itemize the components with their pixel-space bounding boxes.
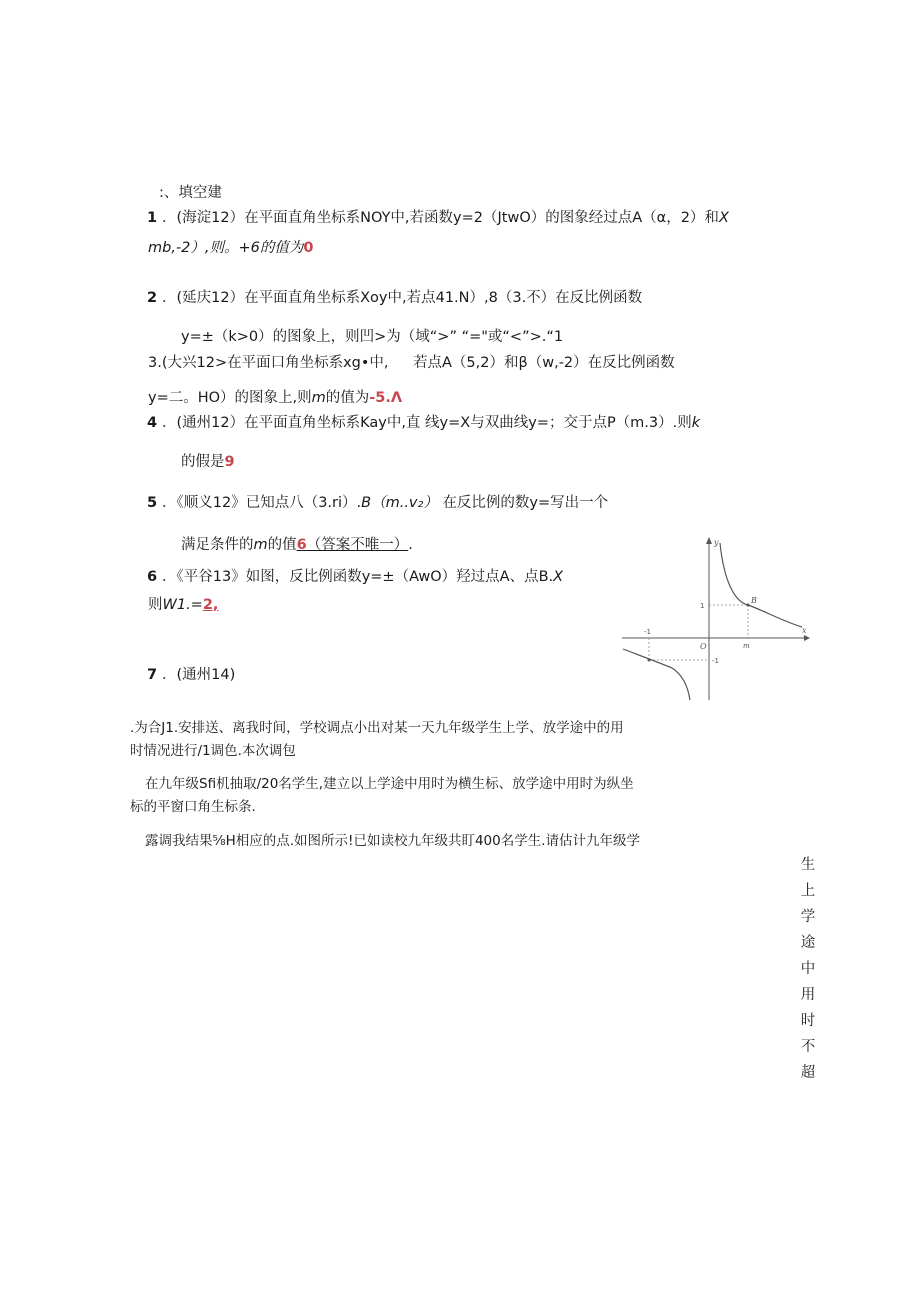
- q7-text: ．(通州14): [162, 667, 236, 683]
- vertical-char: 中: [800, 961, 816, 977]
- q6-line2: [148, 595, 218, 615]
- q7-number: 7: [147, 667, 158, 683]
- q4-text-main: ．(通州12）在平面直角坐标系Kay中,直 线y=X与双曲线y=；交于点P（m.3）.则: [162, 415, 692, 431]
- point-b: [747, 604, 750, 607]
- q3-line1b: 若点A（5,2）和β（w,-2）在反比例函数: [413, 355, 675, 371]
- q4-number: 4: [147, 415, 158, 431]
- q3-answer: -5.Λ: [369, 390, 403, 406]
- q5-number: 5: [147, 495, 158, 511]
- q3-m: m: [311, 390, 326, 406]
- y-axis-label: y: [714, 538, 719, 547]
- q5-answer: 6: [296, 537, 307, 553]
- vertical-char: 途: [800, 935, 816, 951]
- q4-answer: 9: [224, 454, 235, 470]
- vertical-char: 上: [800, 883, 816, 899]
- q1-number: 1: [147, 210, 158, 226]
- para2-line2: 标的平窗口角生标条.: [130, 799, 256, 815]
- q4-line2-text: 的假是: [181, 454, 225, 470]
- q5-text-tail: 在反比例的数y=写出一个: [442, 495, 609, 511]
- hyperbola-branch-q1: [720, 543, 802, 627]
- q5-line2-c: （答案不唯一）: [306, 537, 409, 553]
- origin-label: O: [700, 642, 707, 651]
- q4-line2: [181, 452, 235, 472]
- q6-number: 6: [147, 569, 158, 585]
- tick-y-label: 1: [700, 602, 705, 610]
- q1-answer: 0: [303, 240, 314, 256]
- point-b-label: B: [751, 596, 757, 605]
- q1-text-main: ．(海淀12）在平面直角坐标系NOY中,若函数y=2（JtwO）的图象经过点A（α，2）和: [162, 210, 719, 226]
- tick-x-label: m: [743, 642, 750, 650]
- tick-neg-label: -1: [644, 628, 651, 636]
- q5-line2: [181, 535, 413, 555]
- q5-line2-b: 的值: [267, 537, 297, 553]
- para3: 露调我结果⅝H相应的点.如图所示!已如读校九年级共盯400名学生.请估计九年级学: [145, 833, 640, 849]
- para2-line1: 在九年级Sfi机抽取/20名学生,建立以上学途中用时为横生标、放学途中用时为纵坐: [145, 776, 634, 792]
- q1-line2: [148, 238, 313, 258]
- vertical-char: 不: [800, 1039, 816, 1055]
- q3-line2-text: y=二。HO）的图象上,则: [148, 390, 312, 406]
- q5-b: B（m..v₂）: [361, 495, 438, 511]
- q2-number: 2: [147, 290, 158, 306]
- y-axis-arrow: [706, 537, 712, 544]
- vertical-char: 时: [800, 1013, 816, 1029]
- q6-answer: 2,: [202, 597, 219, 613]
- q6-line2-a: 则: [148, 597, 163, 613]
- vertical-char: 生: [800, 857, 816, 873]
- q6-text-main: ．《平谷13》如图，反比例函数y=±（AwO）羟过点A、点B.: [162, 569, 554, 585]
- vertical-char: 用: [800, 987, 816, 1003]
- q4-text: [162, 413, 700, 433]
- q5-text: [162, 493, 608, 513]
- q1-text: [162, 208, 729, 228]
- vertical-text-column: [800, 852, 816, 1086]
- tick-bottom-label: -1: [712, 657, 719, 665]
- q5-answer-wrap: [297, 537, 409, 553]
- x-axis-label: x: [802, 626, 807, 635]
- q3-line2-text-b: 的值为: [325, 390, 370, 406]
- q3-line1a: 3.(大兴12>在平面口角坐标系xg•中,: [148, 355, 389, 371]
- x-axis-arrow: [804, 635, 810, 641]
- vertical-char: 超: [800, 1065, 816, 1081]
- q5-text-main: ．《顺义12》已知点八（3.ri）.: [162, 495, 362, 511]
- para1-line2: 时情况进行/1调色.本次调包: [130, 743, 296, 759]
- q2-line2: y=±（k>0）的图象上，则凹>为（域“>” “="或“<”>.“1: [181, 329, 564, 345]
- q5-line2-a: 满足条件的: [181, 537, 254, 553]
- q2-text: ．(延庆12）在平面直角坐标系Xoy中,若点41.N）,8（3.不）在反比例函数: [162, 290, 643, 306]
- q6-text: [162, 567, 563, 587]
- vertical-char: 学: [800, 909, 816, 925]
- q5-line2-d: .: [408, 537, 413, 553]
- hyperbola-branch-q3: [623, 649, 690, 700]
- section-title: :、填空建: [159, 185, 222, 201]
- q6-line2-b: W1.=: [162, 597, 203, 613]
- para1-line1: .为合J1.安排送、离我时间，学校调点小出对某一天九年级学生上学、放学途中的用: [130, 720, 624, 736]
- q5-m: m: [253, 537, 268, 553]
- q4-k: k: [691, 415, 701, 431]
- q6-x: X: [553, 569, 564, 585]
- hyperbola-figure: [620, 537, 810, 702]
- q1-x: X: [718, 210, 729, 226]
- q3-line2: [148, 388, 402, 408]
- q1-line2-text: mb,-2）,则。+6的值为: [148, 240, 304, 256]
- point-a: [648, 659, 651, 662]
